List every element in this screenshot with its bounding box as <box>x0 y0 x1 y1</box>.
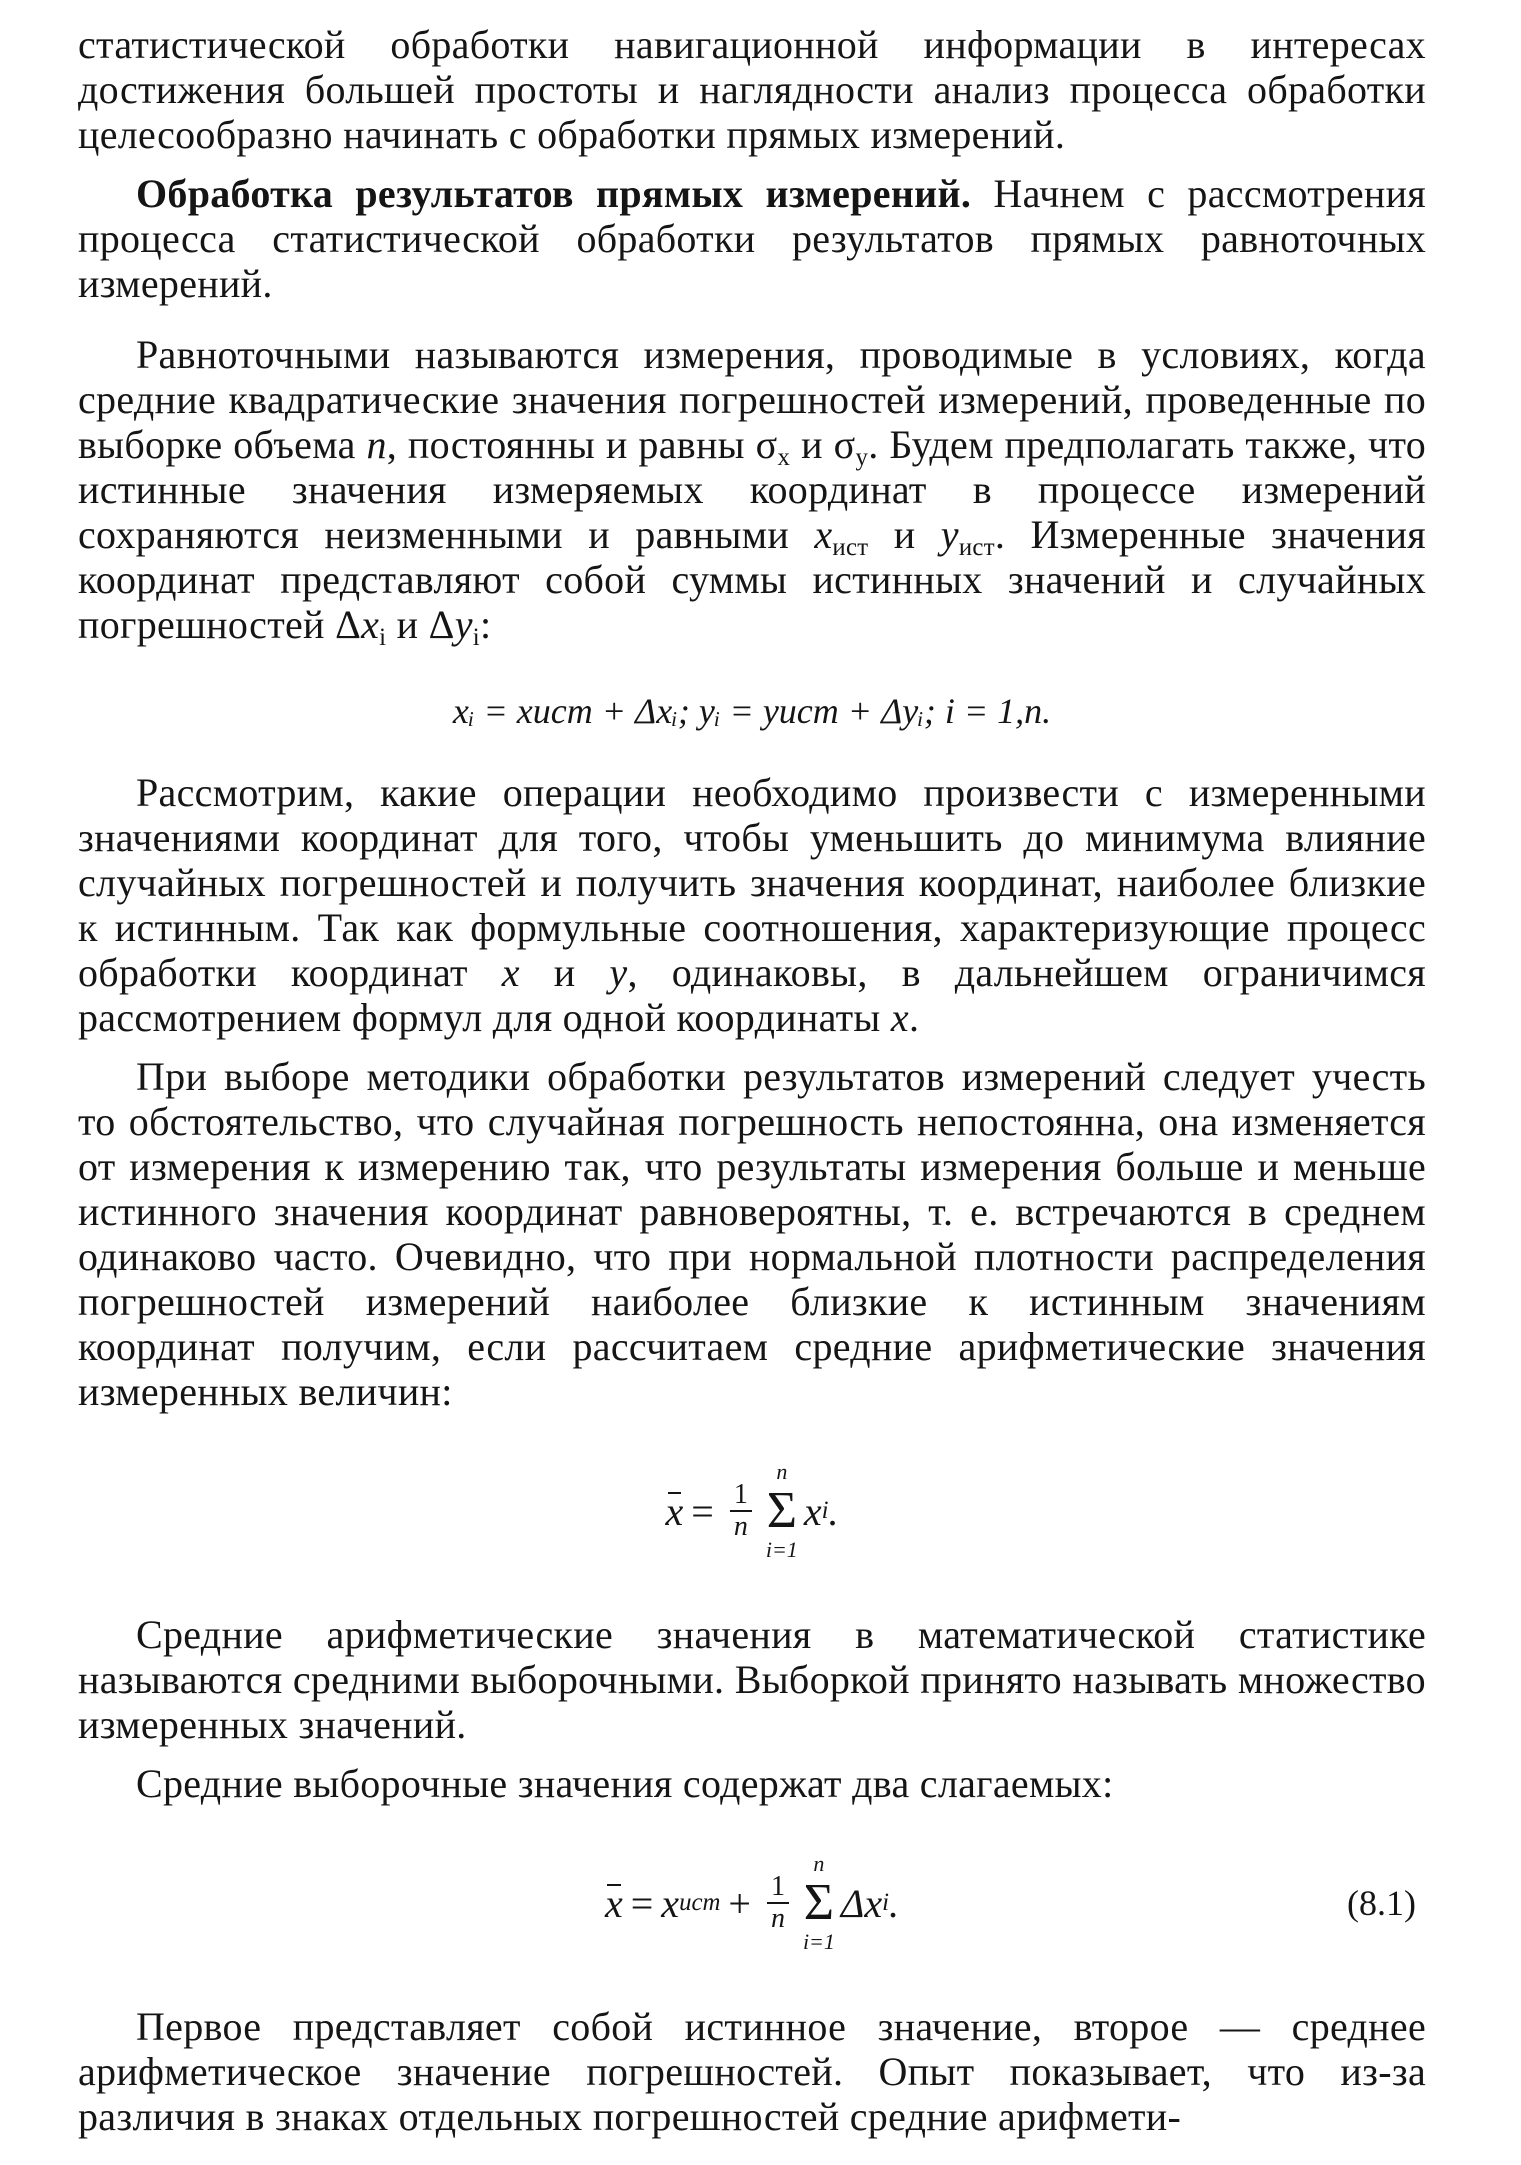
formula-end: . <box>889 1880 900 1926</box>
sum-lower-limit: i=1 <box>802 1929 835 1954</box>
math-subscript: y <box>855 443 869 471</box>
section-heading: Обработка результатов прямых измерений. <box>136 171 972 216</box>
text-run: , постоянны и равны σ <box>386 422 778 467</box>
paragraph-method-choice: При выборе методики обработки результатов измерений следует учесть то обстоятельство, что случайная погрешность непостоянна, она изменяется от измерения к измерению так, что результаты измерения больше и меньше истинного значения координат равновероятны, т. е. встречаются в среднем одинаково часто. Очевидно, что при нормальной плотности распределения погрешностей измерений наиболее близкие к истинным значениям координат получим, если рассчитаем средние арифметические значения измеренных величин: <box>78 1054 1426 1414</box>
paragraph-sample-means: Средние арифметические значения в математической статистике называются средними выборочными. Выборкой принято называть множество измеренных значений. <box>78 1612 1426 1747</box>
fraction-numerator: 1 <box>767 1872 789 1904</box>
formula-lhs: x <box>604 1880 623 1926</box>
fraction-numerator: 1 <box>730 1480 752 1512</box>
text-run: Равноточными называются измерения, проводимые в условиях, когда средние квадратические значения погрешностей измерений, проведенные по выборке объема <box>78 332 1426 467</box>
math-x: x <box>890 995 909 1040</box>
math-n: n <box>366 422 387 467</box>
paragraph-text: Начнем с рассмотрения процесса статистической обработки результатов прямых равноточных измерений. <box>78 171 1426 306</box>
text-run: : <box>479 602 492 647</box>
math-x: x <box>361 602 380 647</box>
formula-equals: = <box>691 1488 714 1534</box>
sigma-symbol: Σ <box>766 1482 797 1539</box>
text-run: и <box>868 512 941 557</box>
math-subscript: ист <box>832 533 869 561</box>
text-run: Рассмотрим, какие операции необходимо произвести с измеренными значениями координат для того, чтобы уменьшить до минимума влияние случайных погрешностей и получить значения координат, наиболее близкие к истинным. Так как формульные соотношения, характеризующие процесс обработки координат <box>78 770 1426 995</box>
text-run: и Δ <box>386 602 455 647</box>
fraction-denominator: n <box>733 1511 748 1542</box>
math-subscript: i <box>379 623 387 651</box>
math-x: x <box>814 512 833 557</box>
paragraph-equal-accuracy <box>78 332 1427 651</box>
text-run: . <box>908 995 920 1040</box>
formula-fraction <box>730 1480 752 1542</box>
text-run: . Измеренные значения координат представляют собой суммы истинных значений и случайных погрешностей Δ <box>78 512 1426 647</box>
text-run: и σ <box>790 422 856 467</box>
formula-fraction <box>767 1872 789 1934</box>
paragraph-direct-measurements <box>78 171 1426 306</box>
sum-lower-limit: i=1 <box>765 1537 798 1562</box>
sum-term: Δx <box>840 1880 883 1926</box>
sigma-symbol: Σ <box>803 1874 835 1931</box>
paragraph-two-terms: Средние выборочные значения содержат два слагаемых: <box>136 1761 1114 1806</box>
paragraph-intro: статистической обработки навигационной информации в интересах достижения большей простоты и наглядности анализ процесса обработки целесообразно начинать с обработки прямых измерений. <box>78 22 1426 157</box>
formula-plus: + <box>728 1880 751 1926</box>
fraction-denominator: n <box>770 1903 785 1934</box>
formula-lhs: x <box>665 1488 684 1534</box>
text-run: , одинаковы, в дальнейшем ограничимся рассмотрением формул для одной координаты <box>78 950 1426 1040</box>
formula-equals: = <box>630 1880 654 1926</box>
math-subscript: x <box>777 443 791 471</box>
formula-measured-values: xᵢ = xист + Δxᵢ; yᵢ = yист + Δyᵢ; i = 1,n. <box>452 691 1052 731</box>
math-subscript: i <box>472 623 480 651</box>
paragraph-true-value: Первое представляет собой истинное значение, второе — среднее арифметическое значение погрешностей. Опыт показывает, что из-за различия в знаках отдельных погрешностей средние арифмети- <box>78 2004 1426 2139</box>
math-x: x <box>501 950 520 995</box>
sum-term: x <box>803 1488 822 1534</box>
math-subscript: ист <box>958 533 995 561</box>
formula-x-true: x <box>661 1880 680 1926</box>
text-run: и <box>519 950 610 995</box>
formula-end: . <box>828 1488 839 1534</box>
math-y: y <box>454 602 473 647</box>
math-y: y <box>940 512 959 557</box>
formula-mean: x = $\frac{1}{n}$ n Σ i=1 x i . <box>665 1459 839 1562</box>
sum-upper-limit: n <box>813 1851 825 1876</box>
sum-upper-limit: n <box>776 1459 788 1484</box>
formula-8-1: x = x ист + $\frac{1}{n}$ n Σ i=1 Δx i . (8.1) <box>604 1851 1416 1954</box>
formula-sum <box>803 1853 835 1953</box>
formula-sum <box>766 1461 798 1561</box>
text-run: . Будем предполагать также, что истинные значения измеряемых координат в процессе измерений сохраняются неизменными и равными <box>78 422 1427 557</box>
equation-number: (8.1) <box>1347 1883 1416 1923</box>
math-y: y <box>609 950 628 995</box>
paragraph-operations <box>78 770 1426 1040</box>
